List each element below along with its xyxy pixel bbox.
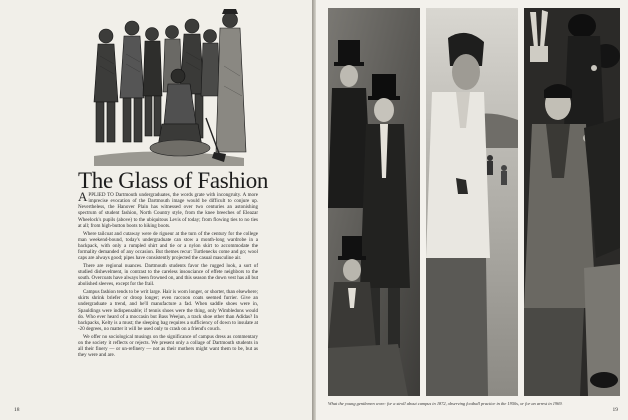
paragraph: There are regional nuances. Dartmouth students favor the rugged look, a sort of studied dishevelment, in contrast to the careless insouciance of effete neighbors to the south. Overcoats have always been frowned on, and this season the down vest has all but abolished sleeves, except for the frail. xyxy=(78,262,258,288)
paragraph: Campus fashion tends to be writ large. Hair is worn longer, or shorter, than elsewhere; skirts shrink briefer or droop longer; even raccoon coats seemed furrier. Give an undergraduate a trend, and he'll manufacture a fad. When saddle shoes were in, Spauldings were indispensable; if tennis shoes were the thing, only Wimbledons would do. Who ever heard of a moccasin but Bass Weejun, a track shoe other than Adidas? In backpacks, Kelty is a must; the sleeping bag requires a sufficiency of down to insulate at -20 degrees, no matter it will be used only to crash on a friend's couch. xyxy=(78,289,258,333)
page-number-left: 18 xyxy=(14,407,20,413)
photo-caption: What the young gentlemen wore: for a stroll about campus in 1872, observing football practice in the 1950s, or for an arrest in 1969. xyxy=(328,401,563,406)
photo-1872-gentlemen xyxy=(328,8,420,396)
photo-1950s-football-spectator xyxy=(426,8,518,396)
lead-paragraph xyxy=(78,189,258,229)
woodcut-illustration xyxy=(74,6,252,166)
paragraph: Where tailcoat and cutaway were de rigueur at the turn of the century for the college man weekend-bound, today's undergraduate can stow a month-long wardrobe in a backpack, with only a rumpled shirt and tie or a nylon skirt to accommodate the formality demanded of any occasion. But themes recur: Turtlenecks come and go; wool caps are always good; pipes have consistently projected the casual masculine air. xyxy=(78,230,258,262)
article-title: The Glass of Fashion xyxy=(78,168,269,193)
page-number-right: 19 xyxy=(612,407,618,413)
lead-text: PPLIED TO Dartmouth undergraduates, the words grate with incongruity. A more imprecise evocation of the Dartmouth image would be difficult to conjure up. Nevertheless, the Hanover Plain has witnessed over two centuries an astonishing spectrum of student fashion, North Country style, from the knee breeches of Eleazar Wheelock's pupils (above) to the ubiquitous Levis of today; from flowing ties to no ties at all; from high-button boots to hiking boots. xyxy=(78,192,258,229)
photo-1969-arrest xyxy=(524,8,620,396)
drop-cap: A xyxy=(78,189,88,204)
right-page xyxy=(316,0,628,420)
left-page xyxy=(0,0,312,420)
paragraph: We offer no sociological musings on the significance of campus dress as commentary on the society it reflects or rejects. We present only a collage of Dartmouth students in all their finery — or un-refinery — not as their mothers might want them to be, but as they were and are. xyxy=(78,333,258,359)
article-body xyxy=(78,189,258,360)
